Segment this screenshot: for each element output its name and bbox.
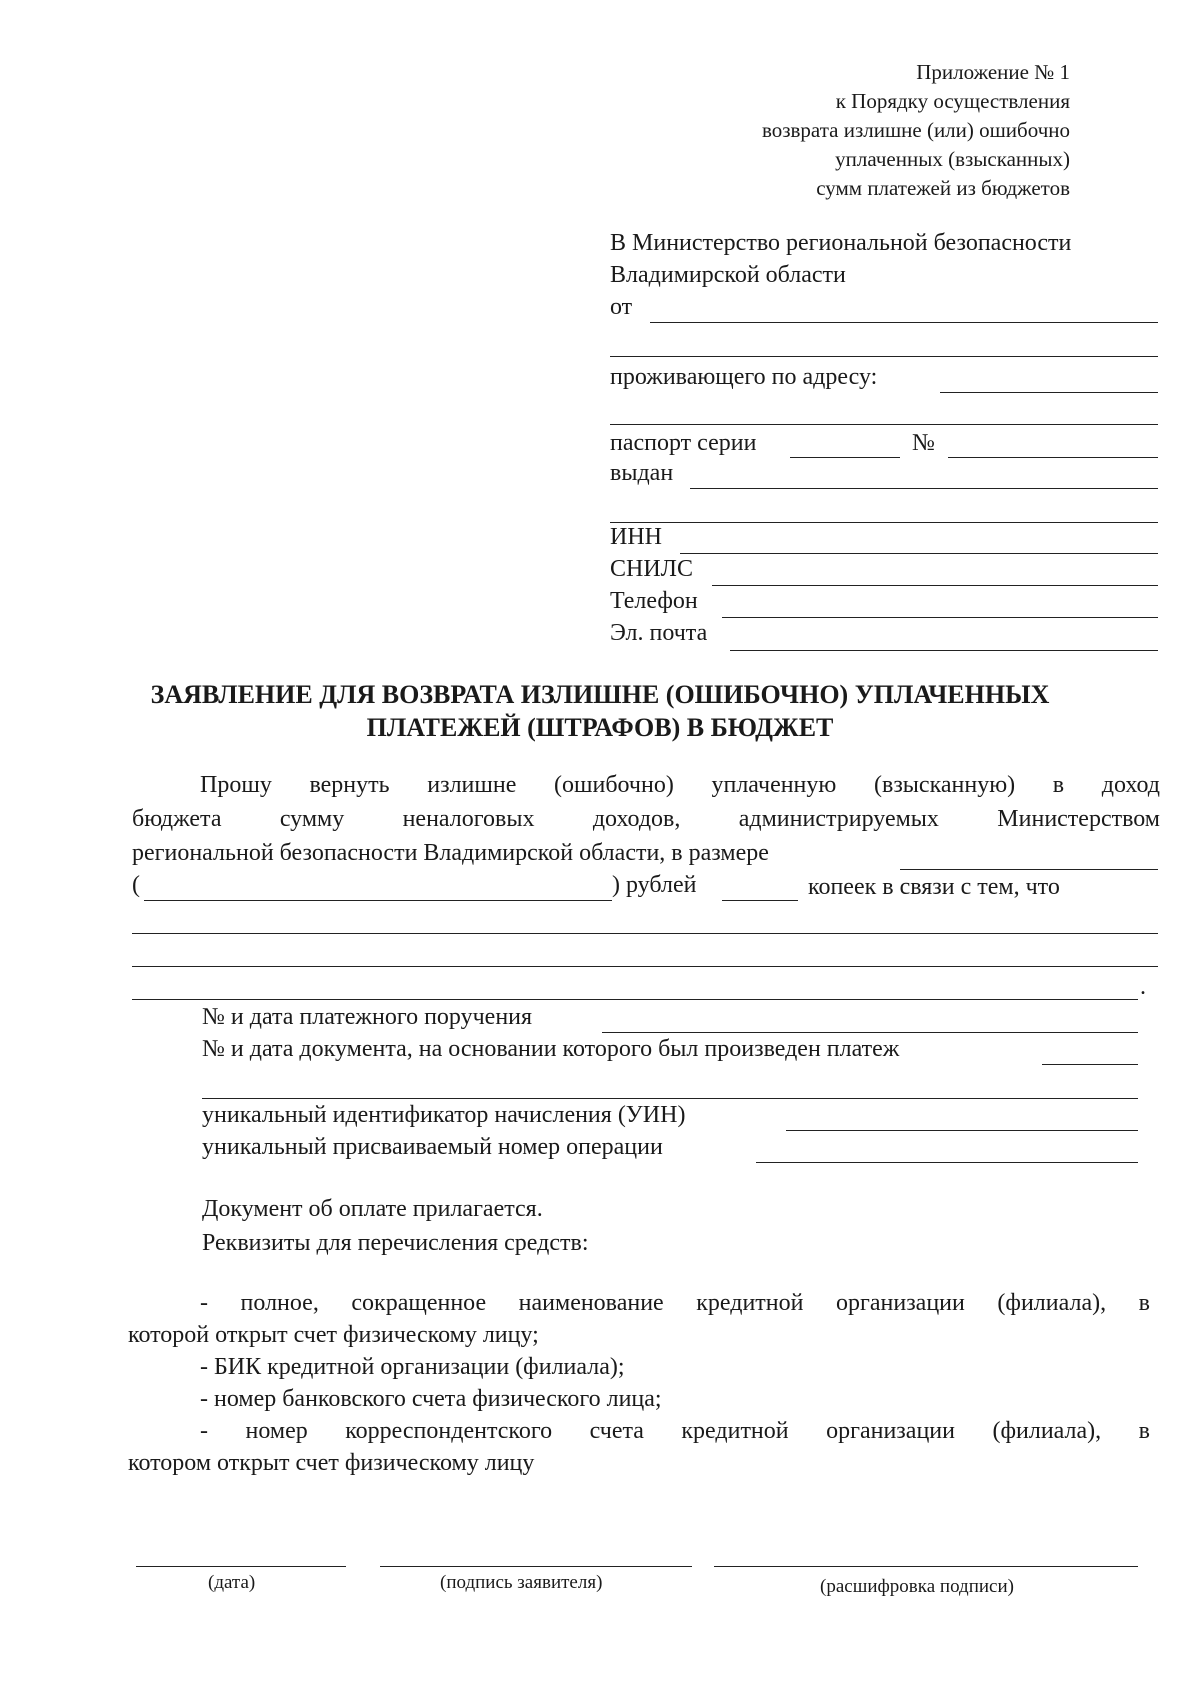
inn-label: ИНН — [610, 524, 662, 550]
payment-order-label: № и дата платежного поручения — [202, 1004, 533, 1030]
phone-field[interactable] — [722, 617, 1158, 618]
open-paren: ( — [132, 872, 140, 898]
snils-field[interactable] — [712, 585, 1158, 586]
detail-item-4-line-1: - номер корреспондентского счета кредитной организации (филиала), в — [200, 1418, 1150, 1444]
payment-doc-field-cont[interactable] — [202, 1098, 1138, 1099]
reason-field-line-1[interactable] — [132, 933, 1158, 934]
document-title-line-1: ЗАЯВЛЕНИЕ ДЛЯ ВОЗВРАТА ИЗЛИШНЕ (ОШИБОЧНО) УПЛАЧЕННЫХ — [150, 680, 1050, 709]
addressee-line-2: Владимирской области — [610, 262, 846, 288]
uin-field[interactable] — [786, 1130, 1138, 1131]
residing-label: проживающего по адресу: — [610, 364, 878, 390]
address-field-cont[interactable] — [610, 424, 1158, 425]
operation-number-field[interactable] — [756, 1162, 1138, 1163]
decoding-caption: (расшифровка подписи) — [820, 1576, 1014, 1597]
email-label: Эл. почта — [610, 620, 708, 646]
addressee-line-1: В Министерство региональной безопасности — [610, 230, 1072, 256]
amount-field[interactable] — [900, 869, 1158, 870]
uin-label: уникальный идентификатор начисления (УИН) — [202, 1102, 686, 1128]
detail-item-1-line-1: - полное, сокращенное наименование кредитной организации (филиала), в — [200, 1290, 1150, 1316]
address-field[interactable] — [940, 392, 1158, 393]
reason-field-line-2[interactable] — [132, 966, 1158, 967]
passport-number-field[interactable] — [948, 457, 1158, 458]
phone-label: Телефон — [610, 588, 698, 614]
passport-series-field[interactable] — [790, 457, 900, 458]
amount-words-field[interactable] — [144, 900, 612, 901]
signature-decoding-line[interactable] — [714, 1566, 1138, 1567]
detail-item-2: - БИК кредитной организации (филиала); — [200, 1354, 625, 1380]
date-line[interactable] — [136, 1566, 346, 1567]
document-title-line-2: ПЛАТЕЖЕЙ (ШТРАФОВ) В БЮДЖЕТ — [366, 713, 834, 742]
email-field[interactable] — [730, 650, 1158, 651]
kopecks-label: копеек в связи с тем, что — [808, 874, 1060, 900]
details-header: Реквизиты для перечисления средств: — [202, 1230, 589, 1256]
appendix-line-3: возврата излишне (или) ошибочно — [761, 118, 1070, 142]
appendix-line-1: Приложение № 1 — [916, 60, 1070, 84]
reason-field-line-3[interactable] — [132, 999, 1138, 1000]
kopecks-field[interactable] — [722, 900, 798, 901]
reason-period: . — [1140, 974, 1146, 1000]
inn-field[interactable] — [680, 553, 1158, 554]
request-line-1: Прошу вернуть излишне (ошибочно) уплаченную (взысканную) в доход — [200, 772, 1160, 798]
passport-number-label: № — [912, 430, 935, 456]
operation-number-label: уникальный присваиваемый номер операции — [202, 1134, 663, 1160]
request-line-2: бюджета сумму неналоговых доходов, администрируемых Министерством — [132, 806, 1160, 832]
passport-series-label: паспорт серии — [610, 430, 757, 456]
issued-field[interactable] — [690, 488, 1158, 489]
rubles-label: ) рублей — [612, 872, 697, 898]
date-caption: (дата) — [208, 1572, 256, 1593]
from-label: от — [610, 294, 633, 320]
detail-item-4-line-2: котором открыт счет физическому лицу — [128, 1450, 535, 1476]
payment-doc-field[interactable] — [1042, 1064, 1138, 1065]
appendix-line-2: к Порядку осуществления — [835, 89, 1070, 113]
issued-label: выдан — [610, 460, 674, 486]
from-field-cont[interactable] — [610, 356, 1158, 357]
request-line-3: региональной безопасности Владимирской области, в размере — [132, 840, 769, 866]
detail-item-1-line-2: которой открыт счет физическому лицу; — [128, 1322, 539, 1348]
detail-item-3: - номер банковского счета физического лица; — [200, 1386, 662, 1412]
snils-label: СНИЛС — [610, 556, 693, 582]
appendix-line-4: уплаченных (взысканных) — [835, 147, 1070, 171]
payment-doc-label: № и дата документа, на основании которого был произведен платеж — [202, 1036, 900, 1062]
payment-order-field[interactable] — [602, 1032, 1138, 1033]
signature-caption: (подпись заявителя) — [440, 1572, 603, 1593]
signature-line[interactable] — [380, 1566, 692, 1567]
issued-field-cont[interactable] — [610, 522, 1158, 523]
document-attached-text: Документ об оплате прилагается. — [202, 1196, 543, 1222]
from-field[interactable] — [650, 322, 1158, 323]
appendix-line-5: сумм платежей из бюджетов — [816, 176, 1070, 200]
